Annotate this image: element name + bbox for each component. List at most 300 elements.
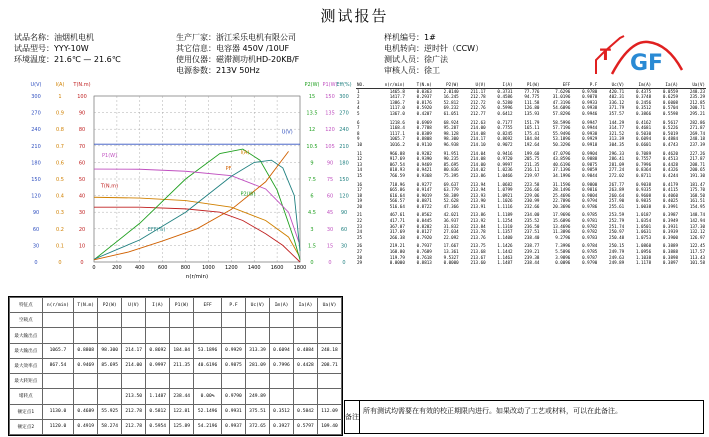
right-axis-tick: 7.5 (308, 177, 316, 183)
table-cell (293, 389, 317, 404)
table-cell: 0.4428 (293, 358, 317, 373)
table-cell: 199.60 (524, 150, 540, 156)
table-cell: 214.17 (470, 136, 486, 142)
table-cell: 0.7996 (635, 161, 652, 167)
table-cell: 47.366 (443, 203, 459, 209)
table-cell: 5 (357, 110, 360, 116)
table-cell: 0.9904 (582, 150, 598, 156)
table-cell: 766.59 (389, 172, 405, 178)
remarks-box (344, 400, 704, 434)
table-cell: 213.84 (470, 223, 486, 229)
left-axis-tick: 30 (32, 243, 40, 250)
table-cell: 122.81 (170, 404, 194, 419)
table-cell: 0.6008 (662, 99, 679, 105)
table-cell: 1117.0 (389, 105, 405, 111)
table-header-cell: P.F (221, 298, 245, 313)
results-header-cell: I(A) (487, 82, 514, 88)
table-cell: 0.9794 (582, 198, 598, 204)
table-cell: 0.3931 (662, 223, 679, 229)
table-cell: 18 (357, 192, 363, 198)
table-cell: 额定点2 (10, 419, 43, 434)
info-row (14, 54, 121, 65)
x-tick-label: 1600 (270, 265, 284, 271)
table-cell: 11 (357, 150, 363, 156)
table-cell: 8 (357, 130, 360, 136)
table-cell: 0.3939 (662, 229, 679, 235)
table-cell: 0.8813 (416, 260, 432, 266)
right-axis-tick: 30 (340, 243, 348, 250)
table-cell: 214.00 (470, 125, 486, 131)
info-row (176, 32, 299, 43)
table-cell: 154.95 (689, 203, 705, 209)
table-cell: 61.051 (443, 110, 459, 116)
table-cell: 22.092 (443, 234, 459, 240)
info-value: 浙江采乐电机有限公司 (216, 33, 296, 42)
table-cell: 271.87 (689, 125, 705, 131)
table-cell: 20.3696 (552, 203, 571, 209)
table-cell: 616.64 (389, 192, 405, 198)
table-cell: 0.4244 (662, 172, 679, 178)
table-cell: 0.4586 (497, 94, 513, 100)
table-cell: 1.1178 (635, 260, 652, 266)
table-cell: 52.628 (443, 198, 459, 204)
table-cell (317, 374, 341, 389)
table-cell: 142.94 (689, 218, 705, 224)
right-axis-tick: 75 (326, 177, 334, 183)
left-axis-title: U(V) (30, 82, 42, 88)
table-cell: 0.0000 (443, 260, 459, 266)
table-cell: 1 (357, 88, 360, 94)
table-cell: 269.74 (689, 130, 705, 136)
table-cell: 214.04 (470, 150, 486, 156)
table-cell: 1117.1 (389, 130, 405, 136)
table-cell (317, 389, 341, 404)
logo-letter-t: T (600, 45, 611, 64)
table-cell: 282.86 (689, 119, 705, 125)
table-cell: 566.57 (389, 198, 405, 204)
table-cell: 50.3296 (552, 141, 571, 147)
table-cell (122, 328, 146, 343)
table-cell (221, 328, 245, 343)
table-cell: 168.50 (689, 192, 705, 198)
table-cell: 0.6094 (635, 136, 652, 142)
table-cell: 0.8808 (416, 136, 432, 142)
table-cell: 77.776 (524, 88, 540, 94)
table-cell: 113.43 (689, 254, 705, 260)
table-cell: 31.1596 (552, 181, 571, 187)
x-axis-label: n(r/min) (185, 274, 209, 280)
table-cell (194, 374, 222, 389)
table-cell: 0.9875 (582, 161, 598, 167)
table-cell (42, 313, 74, 328)
table-cell: 277.24 (609, 167, 625, 173)
table-cell: 1.1426 (497, 243, 513, 249)
left-axis-tick: 150 (31, 177, 41, 183)
table-cell: 0.4428 (662, 161, 679, 167)
table-cell: 58.389 (443, 192, 459, 198)
info-row (384, 54, 483, 65)
table-cell: 94.775 (524, 94, 540, 100)
table-cell: 0.5996 (497, 105, 513, 111)
table-cell: 665.86 (389, 187, 405, 193)
table-cell: 1.1487 (497, 260, 513, 266)
table-cell (170, 313, 194, 328)
table-cell: 0.3991 (662, 203, 679, 209)
info-value: YYY-10W (54, 44, 89, 53)
table-cell: 0.9938 (582, 130, 598, 136)
performance-chart (8, 74, 352, 286)
table-cell: 165.11 (524, 125, 540, 131)
table-cell: 0.9780 (582, 88, 598, 94)
table-cell: 0.8871 (416, 198, 432, 204)
table-cell: 148.74 (689, 212, 705, 218)
table-cell: 0.5954 (146, 419, 170, 434)
right-axis-tick: 60 (326, 193, 334, 200)
table-cell: 0.5842 (293, 404, 317, 419)
table-cell: 200.65 (689, 167, 705, 173)
table-cell: 213.94 (470, 187, 486, 193)
table-cell: 最大输出点 (10, 343, 43, 358)
table-cell: 0.8364 (635, 167, 652, 173)
table-cell (74, 328, 98, 343)
table-cell: 0.3512 (269, 404, 293, 419)
table-cell: 213.75 (470, 243, 486, 249)
table-cell: 213.90 (470, 198, 486, 204)
table-cell: 467.61 (389, 212, 405, 218)
table-cell: 137.30 (689, 223, 705, 229)
logo-text: GF (630, 51, 664, 76)
table-cell: 227.26 (689, 150, 705, 156)
table-cell: 58.5996 (552, 119, 571, 125)
table-cell: 0.4162 (635, 119, 652, 125)
table-cell (122, 313, 146, 328)
right-axis-tick: 150 (325, 94, 335, 100)
table-cell (42, 389, 74, 404)
table-cell: 1.0187 (635, 212, 652, 218)
table-row (10, 374, 342, 389)
table-cell: 1.1487 (146, 389, 170, 404)
info-row (14, 32, 121, 43)
table-cell: 966.88 (389, 150, 405, 156)
table-cell: 251.74 (609, 223, 625, 229)
table-cell (42, 374, 74, 389)
table-cell: 216.11 (524, 167, 540, 173)
table-cell: 0.8127 (416, 229, 432, 235)
page-title: 测试报告 (320, 7, 389, 25)
table-cell: 43.8596 (552, 156, 571, 162)
table-cell: 13.4696 (552, 223, 571, 229)
results-header-cell: P2(W) (433, 82, 460, 88)
table-cell: 250.97 (609, 229, 625, 235)
table-cell: 57.8296 (552, 110, 571, 116)
table-cell: 248.23 (689, 88, 705, 94)
table-cell: 249.89 (245, 389, 269, 404)
table-cell: 0.7177 (497, 119, 513, 125)
info-label: 电源参数： (176, 66, 216, 75)
table-cell: 212.77 (470, 110, 486, 116)
table-cell: 239.21 (524, 249, 540, 255)
table-cell: 9.5327 (443, 254, 459, 260)
table-cell (170, 328, 194, 343)
series-line (94, 149, 300, 260)
table-cell: 0.4115 (662, 187, 679, 193)
table-cell: 0.9277 (416, 181, 432, 187)
table-cell: 0.9790 (582, 260, 598, 266)
series-label: PF (225, 166, 232, 173)
left-axis-tick: 0.7 (56, 143, 64, 150)
info-value: 磁滞测功机HD-20KB/F (216, 55, 300, 64)
table-cell: 98.128 (443, 130, 459, 136)
left-axis-tick: 0 (80, 260, 84, 266)
table-cell: 0.9946 (582, 110, 598, 116)
table-cell: 208.71 (689, 161, 705, 167)
info-label: 样机编号： (384, 33, 424, 42)
table-cell: 0.7557 (635, 156, 652, 162)
left-axis-tick: 120 (31, 193, 41, 200)
table-cell: 0.9816 (582, 187, 598, 193)
table-cell: 29 (357, 260, 363, 266)
table-cell: 0.9918 (582, 141, 598, 147)
table-cell: 空载点 (10, 313, 43, 328)
table-cell: 0.3748 (635, 94, 652, 100)
table-cell: 263.89 (609, 187, 625, 193)
table-cell: 53.1896 (552, 136, 571, 142)
table-cell: 0.4179 (662, 181, 679, 187)
results-table (356, 82, 706, 266)
table-cell (317, 328, 341, 343)
table-cell: 0.4884 (293, 343, 317, 358)
table-cell: 217.87 (689, 156, 705, 162)
table-cell: 144.29 (609, 119, 625, 125)
table-row (10, 328, 342, 343)
table-cell: 0.4060 (662, 192, 679, 198)
table-cell: 0.9878 (582, 94, 598, 100)
table-cell: 55.925 (98, 404, 122, 419)
table-cell: 0.9929 (582, 136, 598, 142)
table-cell: 0.8692 (146, 343, 170, 358)
table-cell: 0.5617 (662, 119, 679, 125)
table-cell: 80.836 (443, 167, 459, 173)
right-axis-tick: 3 (310, 226, 314, 233)
table-cell: 0.9800 (582, 181, 598, 187)
table-cell: 0.9282 (416, 150, 432, 156)
table-cell: 237.39 (689, 141, 705, 147)
table-cell: 101.58 (689, 260, 705, 266)
table-cell: 1218.6 (389, 119, 405, 125)
table-cell: 0.5280 (497, 99, 513, 105)
table-cell: 1.1400 (497, 234, 513, 240)
table-cell: 367.07 (389, 223, 405, 229)
table-cell: 42.021 (443, 212, 459, 218)
table-cell: 0.9931 (221, 404, 245, 419)
table-cell: 867.54 (389, 161, 405, 167)
table-cell: 47.0796 (552, 150, 571, 156)
table-cell: 2.0140 (443, 88, 459, 94)
table-cell: 53.1896 (194, 343, 222, 358)
table-cell: 0.8389 (416, 130, 432, 136)
table-cell: 0.2456 (635, 99, 652, 105)
right-axis-title: P1(W) (322, 82, 338, 88)
table-cell: 19 (357, 198, 363, 204)
results-header-cell: Ua(V) (679, 82, 706, 88)
table-cell (146, 374, 170, 389)
table-cell (42, 328, 74, 343)
table-cell (293, 328, 317, 343)
left-axis-tick: 30 (78, 210, 86, 217)
table-cell: 0.4025 (662, 198, 679, 204)
table-cell (170, 374, 194, 389)
table-cell: 111.58 (524, 99, 540, 105)
table-cell: 235.52 (524, 218, 540, 224)
table-cell: 0.5812 (146, 404, 170, 419)
table-cell: 36.937 (443, 218, 459, 224)
table-cell: 0.7920 (416, 234, 432, 240)
table-cell: 1.0753 (635, 234, 652, 240)
table-cell: 0.7618 (416, 254, 432, 260)
table-cell: 1168.4 (389, 125, 405, 131)
x-tick-label: 1400 (247, 265, 261, 271)
table-cell: 0.9469 (416, 161, 432, 167)
table-cell: 181.47 (689, 181, 705, 187)
table-cell: 0.7937 (416, 243, 432, 249)
info-value: 徐工 (424, 66, 440, 75)
table-cell (245, 328, 269, 343)
table-cell: 250.15 (609, 243, 625, 249)
table-cell: 69.637 (443, 181, 459, 187)
table-row (10, 404, 342, 419)
table-cell: 213.93 (470, 192, 486, 198)
table-cell: 0.9019 (416, 192, 432, 198)
table-cell: 184.84 (524, 136, 540, 142)
table-cell: 420.71 (609, 88, 625, 94)
info-label: 使用仪器： (176, 55, 216, 64)
table-cell: 109.40 (317, 419, 341, 434)
table-header-cell: P1(W) (170, 298, 194, 313)
table-cell (221, 313, 245, 328)
table-cell: 257.90 (609, 198, 625, 204)
table-cell: 267.77 (609, 181, 625, 187)
table-cell: 867.54 (42, 358, 74, 373)
left-axis-tick: 270 (31, 110, 41, 117)
info-label: 测试人员： (384, 55, 424, 64)
table-cell: 1.1026 (497, 198, 513, 204)
table-cell: 4 (357, 105, 360, 111)
table-header-cell: U(V) (122, 298, 146, 313)
table-cell: 266.38 (389, 234, 405, 240)
table-cell: 68.924 (443, 119, 459, 125)
table-cell: 175.70 (689, 187, 705, 193)
table-cell: 223.58 (524, 181, 540, 187)
table-cell: 211.35 (524, 161, 540, 167)
table-cell: 214.02 (470, 167, 486, 173)
table-cell: 1016.2 (389, 141, 405, 147)
table-cell: 0.9790 (221, 389, 245, 404)
table-cell (98, 328, 122, 343)
table-cell: 1.0956 (635, 249, 652, 255)
table-cell: 0.8282 (416, 223, 432, 229)
table-cell: 0.6601 (635, 141, 652, 147)
left-axis-tick: 60 (78, 160, 86, 167)
table-cell: 357.57 (609, 110, 625, 116)
table-header-cell: 特征点 (10, 298, 43, 313)
table-cell: 0.9072 (497, 141, 513, 147)
right-axis-tick: 30 (326, 226, 334, 233)
table-cell: 28 (357, 254, 363, 260)
table-cell: 212.85 (689, 99, 705, 105)
table-cell: 213.67 (470, 254, 486, 260)
left-axis-tick: 0.2 (56, 226, 64, 233)
table-cell: 126.80 (524, 105, 540, 111)
table-cell: 0.9997 (146, 358, 170, 373)
series-label: P2(W) (240, 191, 256, 198)
table-cell: 214.00 (122, 358, 146, 373)
table-cell: 85.695 (443, 161, 459, 167)
table-cell: 371.79 (609, 105, 625, 111)
table-cell: 0.9997 (497, 161, 513, 167)
table-cell: 7.6296 (555, 88, 571, 94)
left-axis-tick: 210 (31, 143, 41, 150)
characteristic-points-table (8, 296, 343, 436)
table-cell: 0.9938 (582, 105, 598, 111)
left-axis-tick: 300 (31, 94, 41, 100)
table-cell: 52.812 (443, 99, 459, 105)
right-axis-tick: 0 (342, 260, 346, 266)
table-cell: 0.9929 (221, 343, 245, 358)
table-cell: 0.9782 (582, 229, 598, 235)
table-cell: 226.66 (524, 187, 540, 193)
table-cell: 6 (357, 119, 360, 125)
table-cell: 317.69 (389, 229, 405, 235)
table-cell: 额定点1 (10, 404, 43, 419)
table-cell: 0.9421 (416, 167, 432, 173)
left-axis-tick: 90 (78, 110, 86, 117)
table-cell: 1.1357 (497, 229, 513, 235)
table-cell: 516.64 (389, 203, 405, 209)
x-tick-label: 200 (112, 265, 122, 271)
table-cell: 最大效率点 (10, 358, 43, 373)
table-cell: 151.79 (524, 119, 540, 125)
info-col-3 (384, 32, 483, 76)
table-cell: 1.1038 (635, 254, 652, 260)
left-axis-tick: 90 (32, 210, 40, 217)
table-cell: 0.9110 (416, 141, 432, 147)
table-cell: 1065.7 (42, 343, 74, 358)
info-value: 21.6℃ — 21.6℃ (54, 55, 121, 64)
table-cell: 7 (357, 125, 360, 131)
table-cell: 1.0038 (635, 203, 652, 209)
table-cell: 16 (357, 181, 363, 187)
table-cell: 1.0682 (497, 181, 513, 187)
table-cell: 214.08 (470, 130, 486, 136)
table-cell: 0.9782 (582, 223, 598, 229)
table-cell: 69.232 (443, 105, 459, 111)
table-cell: 1.1442 (497, 249, 513, 255)
table-cell (194, 313, 222, 328)
results-header-cell: P1(W) (514, 82, 541, 88)
table-cell: 0.8445 (416, 218, 432, 224)
right-axis-tick: 12 (308, 127, 316, 134)
table-cell: 0.8808 (74, 343, 98, 358)
table-cell: 125.89 (170, 419, 194, 434)
left-axis-tick: 50 (78, 177, 86, 183)
table-cell: 1.1310 (497, 223, 513, 229)
table-cell (74, 313, 98, 328)
table-cell: 213.68 (470, 249, 486, 255)
table-cell: 0.4919 (74, 419, 98, 434)
table-cell: 0.4743 (662, 141, 679, 147)
x-tick-label: 600 (157, 265, 168, 271)
table-cell: 0.5019 (662, 130, 679, 136)
